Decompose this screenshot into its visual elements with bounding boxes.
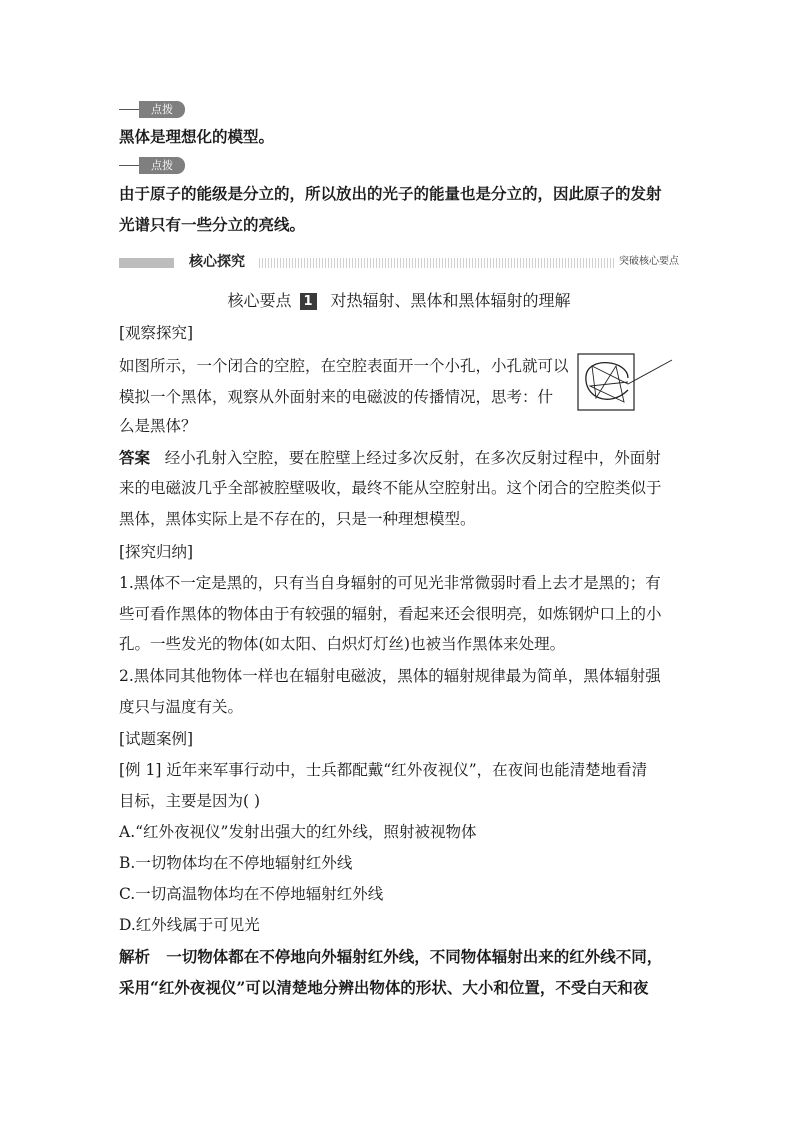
summary-line-3: 孔。一些发光的物体(如太阳、白炽灯灯丝)也被当作黑体来处理。 xyxy=(119,635,566,653)
analysis-line-2: 采用“红外夜视仪”可以清楚地分辨出物体的形状、大小和位置，不受白天和夜 xyxy=(119,978,649,997)
observe-line-1: 如图所示，一个闭合的空腔，在空腔表面开一个小孔，小孔就可以 xyxy=(119,357,569,375)
observe-heading: [观察探究] xyxy=(119,324,194,342)
section-title xyxy=(119,287,679,315)
answer-text-1: 经小孔射入空腔，要在腔壁上经过多次反射，在多次反射过程中，外面射 xyxy=(164,449,661,467)
tip-text-2-line-2: 光谱只有一些分立的亮线。 xyxy=(119,215,306,234)
answer-label: 答案 xyxy=(119,448,151,467)
tip-text-2-line-1: 由于原子的能级是分立的，所以放出的光子的能量也是分立的，因此原子的发射 xyxy=(119,184,662,203)
section-prefix: 核心要点 xyxy=(227,291,292,310)
option-b: B.一切物体均在不停地辐射红外线 xyxy=(119,854,353,872)
analysis-text-1: 一切物体都在不停地向外辐射红外线，不同物体辐射出来的红外线不同， xyxy=(166,947,663,966)
cavity-figure xyxy=(576,352,676,412)
tip-label: 点拨 xyxy=(139,157,185,174)
answer-line-1 xyxy=(119,442,679,474)
tip-text-1: 黑体是理想化的模型。 xyxy=(119,127,275,146)
example-line-2: 目标，主要是因为( ) xyxy=(119,792,261,810)
summary-heading: [探究归纳] xyxy=(119,543,194,561)
banner-right-label: 突破核心要点 xyxy=(619,256,679,267)
example-heading: [试题案例] xyxy=(119,730,194,748)
tip-line xyxy=(119,165,139,166)
option-c: C.一切高温物体均在不停地辐射红外线 xyxy=(119,885,384,903)
banner-bar xyxy=(119,258,174,268)
section-banner xyxy=(119,256,679,270)
summary-line-1: 1.黑体不一定是黑的，只有当自身辐射的可见光非常微弱时看上去才是黑的；有 xyxy=(119,574,661,592)
answer-line-2: 来的电磁波几乎全部被腔壁吸收，最终不能从空腔射出。这个闭合的空腔类似于 xyxy=(119,479,662,497)
tip-label: 点拨 xyxy=(139,101,185,118)
summary-line-4: 2.黑体同其他物体一样也在辐射电磁波，黑体的辐射规律最为简单，黑体辐射强 xyxy=(119,667,661,685)
tip-line xyxy=(119,109,139,110)
option-d: D.红外线属于可见光 xyxy=(119,916,260,934)
summary-line-5: 度只与温度有关。 xyxy=(119,698,244,716)
example-line-1: [例 1] 近年来军事行动中，士兵都配戴“红外夜视仪”，在夜间也能清楚地看清 xyxy=(119,761,648,779)
tip-badge-1 xyxy=(119,101,179,119)
banner-stripes xyxy=(259,258,615,268)
answer-line-3: 黑体，黑体实际上是不存在的，只是一种理想模型。 xyxy=(119,510,476,528)
option-a: A.“红外夜视仪”发射出强大的红外线，照射被视物体 xyxy=(119,823,477,841)
observe-line-2: 模拟一个黑体，观察从外面射来的电磁波的传播情况，思考：什 xyxy=(119,388,554,406)
observe-line-3: 么是黑体？ xyxy=(119,417,197,435)
tip-badge-2 xyxy=(119,157,179,175)
section-title-text: 对热辐射、黑体和黑体辐射的理解 xyxy=(330,291,571,310)
analysis-label: 解析 xyxy=(119,947,151,966)
summary-line-2: 些可看作黑体的物体由于有较强的辐射，看起来还会很明亮，如炼钢炉口上的小 xyxy=(119,605,662,623)
section-number: 1 xyxy=(300,293,317,310)
banner-title: 核心探究 xyxy=(189,254,245,270)
analysis-line-1 xyxy=(119,941,679,972)
